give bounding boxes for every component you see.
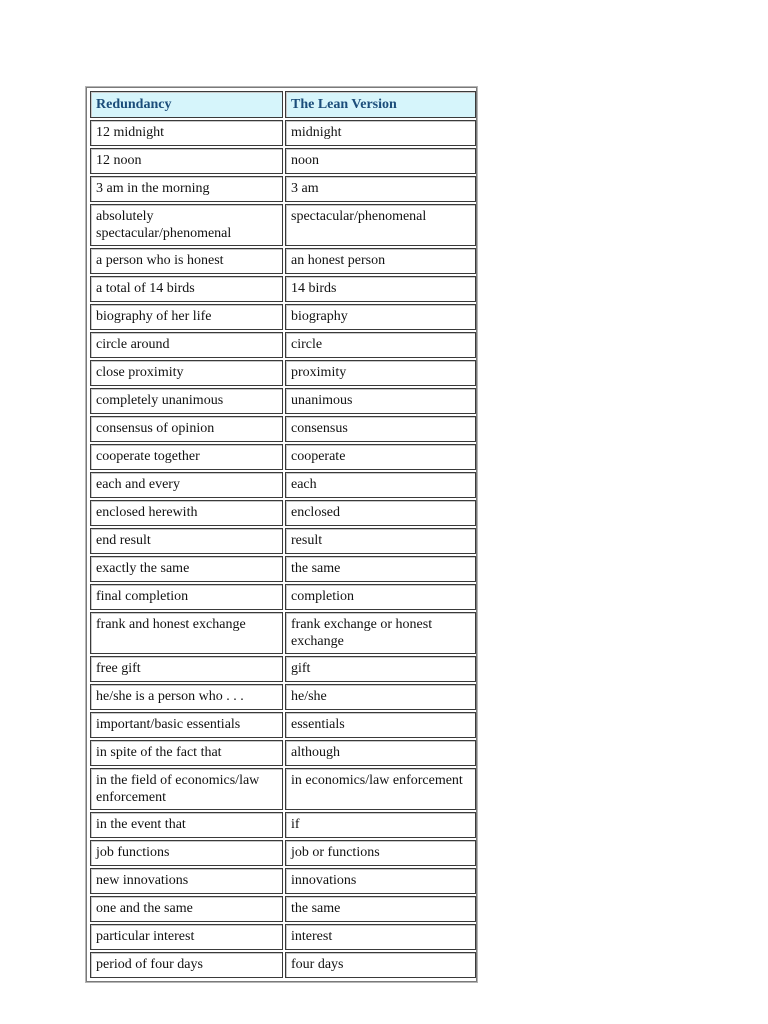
table-row	[90, 248, 476, 274]
lean-version-cell: unanimous	[285, 388, 476, 414]
redundant-phrase-cell: 3 am in the morning	[90, 176, 283, 202]
lean-version-cell: interest	[285, 924, 476, 950]
redundant-phrase-cell: biography of her life	[90, 304, 283, 330]
redundant-phrase-cell: each and every	[90, 472, 283, 498]
table-row	[90, 684, 476, 710]
redundant-phrase-cell: in the event that	[90, 812, 283, 838]
table-row	[90, 444, 476, 470]
redundant-phrase-cell: particular interest	[90, 924, 283, 950]
redundant-phrase-cell: in spite of the fact that	[90, 740, 283, 766]
redundant-phrase-cell: circle around	[90, 332, 283, 358]
table-row	[90, 148, 476, 174]
redundant-phrase-cell: one and the same	[90, 896, 283, 922]
redundant-phrase-cell: final completion	[90, 584, 283, 610]
lean-version-cell: job or functions	[285, 840, 476, 866]
table-row	[90, 120, 476, 146]
table-header-row	[90, 91, 476, 118]
lean-version-cell: 3 am	[285, 176, 476, 202]
redundant-phrase-cell: new innovations	[90, 868, 283, 894]
redundancy-table-container	[86, 87, 477, 982]
table-row	[90, 768, 476, 810]
table-row	[90, 712, 476, 738]
table-row	[90, 304, 476, 330]
table-row	[90, 176, 476, 202]
lean-version-cell: 14 birds	[285, 276, 476, 302]
table-row	[90, 472, 476, 498]
table-row	[90, 416, 476, 442]
redundant-phrase-cell: close proximity	[90, 360, 283, 386]
table-row	[90, 740, 476, 766]
table-row	[90, 612, 476, 654]
lean-version-cell: although	[285, 740, 476, 766]
lean-version-cell: gift	[285, 656, 476, 682]
lean-version-cell: midnight	[285, 120, 476, 146]
redundant-phrase-cell: period of four days	[90, 952, 283, 978]
table-row	[90, 204, 476, 246]
table-row	[90, 656, 476, 682]
lean-version-cell: result	[285, 528, 476, 554]
redundant-phrase-cell: in the field of economics/law enforcement	[90, 768, 283, 810]
lean-version-cell: enclosed	[285, 500, 476, 526]
table-row	[90, 388, 476, 414]
table-row	[90, 868, 476, 894]
redundant-phrase-cell: he/she is a person who . . .	[90, 684, 283, 710]
lean-version-cell: circle	[285, 332, 476, 358]
table-row	[90, 812, 476, 838]
redundancy-table	[88, 89, 478, 980]
table-row	[90, 840, 476, 866]
lean-version-cell: four days	[285, 952, 476, 978]
redundant-phrase-cell: frank and honest exchange	[90, 612, 283, 654]
lean-version-cell: if	[285, 812, 476, 838]
lean-version-cell: innovations	[285, 868, 476, 894]
lean-version-cell: frank exchange or honest exchange	[285, 612, 476, 654]
redundant-phrase-cell: important/basic essentials	[90, 712, 283, 738]
table-row	[90, 584, 476, 610]
redundant-phrase-cell: enclosed herewith	[90, 500, 283, 526]
table-row	[90, 500, 476, 526]
lean-version-cell: he/she	[285, 684, 476, 710]
redundant-phrase-cell: 12 noon	[90, 148, 283, 174]
table-row	[90, 360, 476, 386]
lean-version-cell: completion	[285, 584, 476, 610]
column-header-lean-version: The Lean Version	[285, 91, 476, 118]
table-row	[90, 556, 476, 582]
lean-version-cell: the same	[285, 896, 476, 922]
lean-version-cell: cooperate	[285, 444, 476, 470]
table-row	[90, 952, 476, 978]
redundant-phrase-cell: free gift	[90, 656, 283, 682]
table-row	[90, 528, 476, 554]
redundant-phrase-cell: exactly the same	[90, 556, 283, 582]
table-row	[90, 896, 476, 922]
redundant-phrase-cell: cooperate together	[90, 444, 283, 470]
redundant-phrase-cell: a total of 14 birds	[90, 276, 283, 302]
lean-version-cell: the same	[285, 556, 476, 582]
redundant-phrase-cell: a person who is honest	[90, 248, 283, 274]
lean-version-cell: essentials	[285, 712, 476, 738]
lean-version-cell: proximity	[285, 360, 476, 386]
redundant-phrase-cell: consensus of opinion	[90, 416, 283, 442]
redundant-phrase-cell: 12 midnight	[90, 120, 283, 146]
redundant-phrase-cell: job functions	[90, 840, 283, 866]
table-row	[90, 276, 476, 302]
table-row	[90, 924, 476, 950]
lean-version-cell: each	[285, 472, 476, 498]
redundant-phrase-cell: completely unanimous	[90, 388, 283, 414]
lean-version-cell: an honest person	[285, 248, 476, 274]
lean-version-cell: noon	[285, 148, 476, 174]
redundant-phrase-cell: absolutely spectacular/phenomenal	[90, 204, 283, 246]
lean-version-cell: biography	[285, 304, 476, 330]
table-body	[90, 120, 476, 978]
redundant-phrase-cell: end result	[90, 528, 283, 554]
lean-version-cell: spectacular/phenomenal	[285, 204, 476, 246]
table-row	[90, 332, 476, 358]
lean-version-cell: in economics/law enforcement	[285, 768, 476, 810]
lean-version-cell: consensus	[285, 416, 476, 442]
column-header-redundancy: Redundancy	[90, 91, 283, 118]
